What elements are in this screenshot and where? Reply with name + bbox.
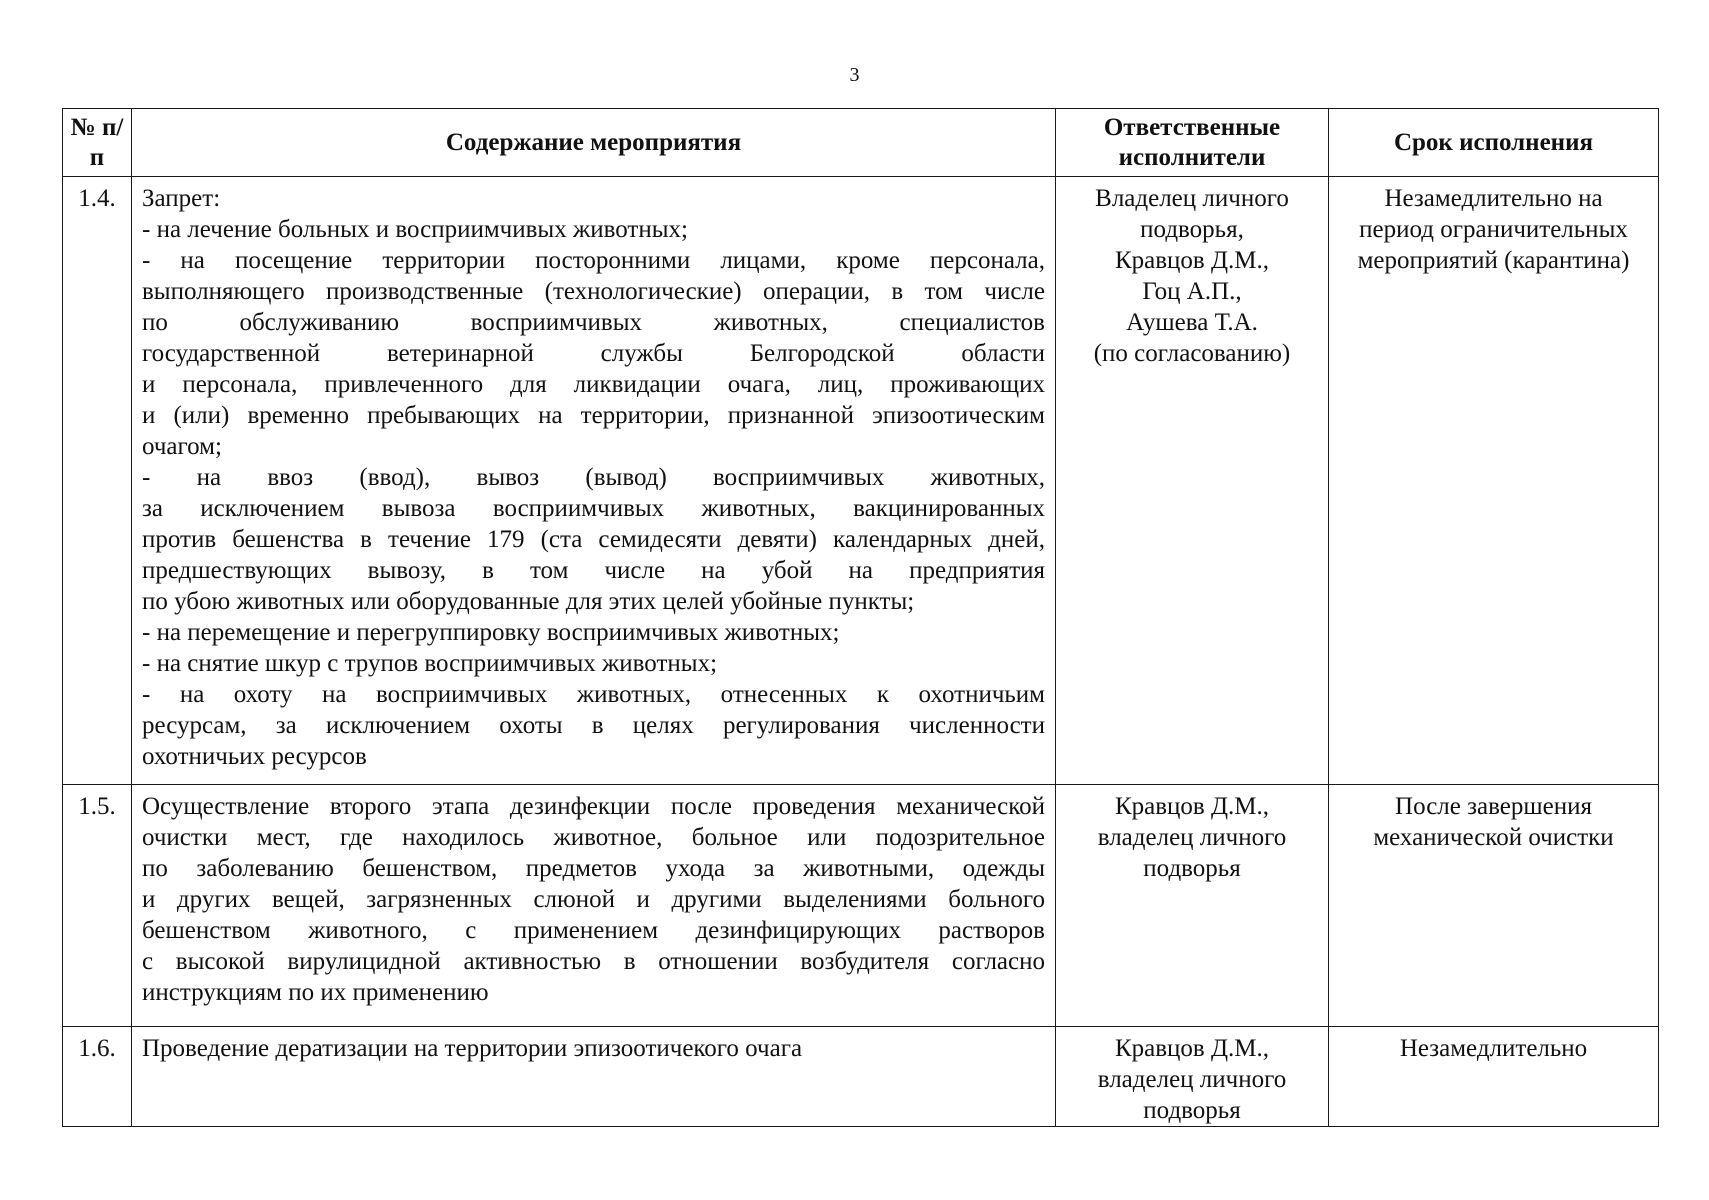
table-row [63,785,1659,1027]
row-content [132,177,1056,785]
row-number: 1.5. [63,785,132,1027]
text-line: механической очистки [1373,824,1614,851]
text-line: - на снятие шкур с трупов восприимчивых животных; [142,650,718,677]
table-row [63,177,1659,785]
text-line: - на перемещение и перегруппировку восприимчивых животных; [142,619,840,646]
header-num-label: № п/п [70,113,124,171]
page-number: 3 [849,64,860,86]
text-line: с высокой вирулицидной активностью в отношении возбудителя согласно [142,948,1045,975]
row-content [132,1027,1056,1127]
text-line: государственной ветеринарной службы Белгородской области [142,340,1045,367]
text-line: и других вещей, загрязненных слюной и другими выделениями больного [142,886,1045,913]
row-number: 1.4. [63,177,132,785]
row-content [132,785,1056,1027]
text-line: очистки мест, где находилось животное, больное или подозрительное [142,824,1045,851]
text-line: охотничьих ресурсов [142,743,367,770]
text-line: Гоц А.П., [1142,278,1242,305]
header-content [132,109,1056,177]
measures-table [62,108,1659,1127]
row-deadline [1329,1027,1659,1127]
text-line: Владелец личного [1095,185,1289,212]
text-line: мероприятий (карантина) [1357,247,1630,274]
text-line: инструкциям по их применению [142,979,489,1006]
text-line: Кравцов Д.М., [1114,247,1270,274]
header-num [63,109,132,177]
text-line: за исключением вывоза восприимчивых животных, вакцинированных [142,495,1045,522]
row-number: 1.6. [63,1027,132,1127]
text-line: Незамедлительно [1399,1035,1588,1062]
table-row [63,1027,1659,1127]
header-content-label: Содержание мероприятия [445,128,742,156]
text-line: по убою животных или оборудованные для этих целей убойные пункты; [142,588,915,615]
text-line: и персонала, привлеченного для ликвидации очага, лиц, проживающих [142,371,1045,398]
text-line: - на ввоз (ввод), вывоз (вывод) восприимчивых животных, [142,464,1045,491]
text-line: Аушева Т.А. [1126,309,1258,336]
header-deadline-label: Срок исполнения [1393,128,1594,156]
table-body [63,177,1659,1127]
text-line: Проведение дератизации на территории эпизоотичекого очага [142,1035,803,1062]
text-line: Кравцов Д.М., [1114,793,1270,820]
text-line: по заболеванию бешенством, предметов ухода за животными, одежды [142,855,1045,882]
header-executors [1056,109,1329,177]
text-line: бешенством животного, с применением дезинфицирующих растворов [142,917,1045,944]
row-deadline [1329,785,1659,1027]
text-line: ресурсам, за исключением охоты в целях регулирования численности [142,712,1045,739]
row-executors [1056,1027,1329,1127]
text-line: по обслуживанию восприимчивых животных, специалистов [142,309,1045,336]
text-line: Осуществление второго этапа дезинфекции после проведения механической [142,793,1045,820]
text-line: Кравцов Д.М., [1114,1035,1270,1062]
header-deadline [1329,109,1659,177]
text-line: владелец личного [1097,824,1287,851]
text-line: Запрет: [142,185,221,212]
table-header-row [63,109,1659,177]
row-deadline [1329,177,1659,785]
text-line: против бешенства в течение 179 (ста семидесяти девяти) календарных дней, [142,526,1045,553]
text-line: Незамедлительно на [1384,185,1603,212]
text-line: владелец личного [1097,1066,1287,1093]
row-executors [1056,177,1329,785]
text-line: - на лечение больных и восприимчивых животных; [142,216,688,243]
text-line: подворья [1143,855,1241,882]
text-line: и (или) временно пребывающих на территории, признанной эпизоотическим [142,402,1045,429]
text-line: выполняющего производственные (технологические) операции, в том числе [142,278,1045,305]
text-line: очагом; [142,433,222,460]
row-executors [1056,785,1329,1027]
text-line: подворья, [1140,216,1244,243]
text-line: - на охоту на восприимчивых животных, отнесенных к охотничьим [142,681,1045,708]
text-line: После завершения [1395,793,1592,820]
text-line: (по согласованию) [1093,340,1291,367]
text-line: период ограничительных [1359,216,1628,243]
text-line: - на посещение территории посторонними лицами, кроме персонала, [142,247,1045,274]
text-line: подворья [1143,1097,1241,1124]
text-line: предшествующих вывозу, в том числе на убой на предприятия [142,557,1045,584]
header-executors-label: Ответственные исполнители [1103,113,1281,171]
